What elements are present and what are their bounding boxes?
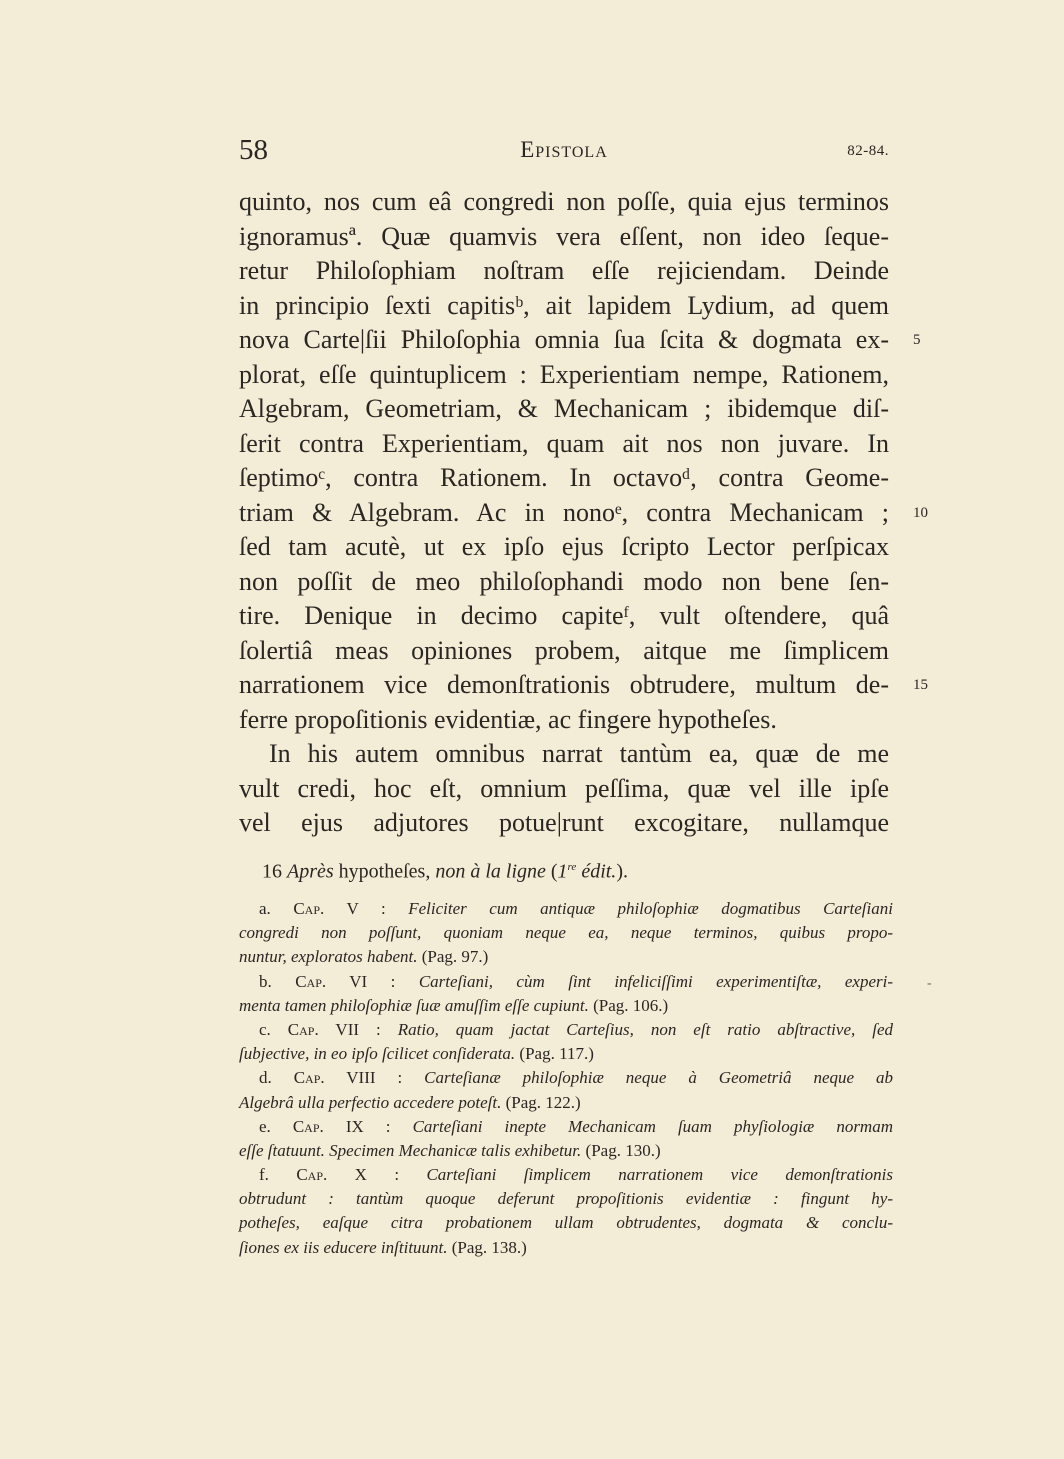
text-line: ſeptimoᶜ, contra Rationem. In octavoᵈ, contra Geome-	[239, 463, 889, 492]
text-line: plorat, eſſe quintuplicem : Experientiam nempe, Rationem,	[239, 359, 889, 389]
footnote-text: ſubjective, in eo ipſo ſcilicet conſiderata.	[239, 1044, 516, 1064]
text-line: ferre propoſitionis evidentiæ, ac fingere hypotheſes.	[239, 704, 777, 734]
footnote-line	[239, 1115, 893, 1139]
footnote-line	[239, 921, 893, 945]
footnote-line	[239, 1066, 893, 1090]
footnote-text: nuntur, exploratos habent.	[239, 947, 418, 967]
footnote-line	[239, 970, 893, 994]
page-header	[239, 133, 889, 167]
footnote-line	[239, 1042, 893, 1066]
text-line-content: nova Carte|ſii Philoſophia omnia ſua ſcita & dogmata ex-	[239, 325, 889, 354]
stray-ink-mark: -	[927, 976, 932, 991]
footnote-page-ref: (Pag. 97.)	[421, 947, 489, 967]
variant-note	[262, 853, 902, 886]
footnotes	[239, 897, 893, 1260]
footnote-text: Carteſiani ſimplicem narrationem vice demonſtrationis	[426, 1165, 894, 1185]
article-range: 82-84.	[847, 143, 889, 159]
variant-reading: non à la ligne	[435, 860, 546, 883]
footnote-marker: c.	[259, 1019, 271, 1039]
text-line	[239, 323, 921, 358]
footnote-chapter: Cap. VI :	[295, 971, 396, 991]
footnote-text: eſſe ſtatuunt. Specimen Mechanicæ talis exhibetur.	[239, 1140, 582, 1160]
variant-edition-rest: édit.	[581, 860, 617, 883]
footnote-line	[239, 994, 893, 1018]
footnote-marker: b.	[259, 971, 272, 991]
footnote-line	[239, 897, 893, 921]
footnote-line	[239, 1211, 893, 1235]
footnote-text: Carteſiani inepte Mechanicam ſuam phyſiologiæ normam	[412, 1116, 893, 1136]
running-title: Epistola	[520, 137, 608, 162]
footnote-line	[239, 1236, 893, 1260]
footnote-chapter: Cap. V :	[293, 899, 386, 918]
variant-edition-close: ).	[616, 860, 628, 883]
footnote-line	[239, 1018, 893, 1042]
footnote-chapter: Cap. VIII :	[293, 1068, 403, 1088]
text-line: in principio ſexti capitisᵇ, ait lapidem Lydium, ad quem	[239, 290, 889, 320]
footnote-text: ſiones ex iis educere inſtituunt.	[239, 1237, 448, 1257]
footnote-page-ref: (Pag. 117.)	[519, 1044, 594, 1064]
text-line: non poſſit de meo philoſophandi modo non bene ſen-	[239, 566, 889, 596]
footnote-marker: a.	[259, 899, 271, 918]
footnote-text: congredi non poſſunt, quoniam neque ea, neque terminos, quibus propo-	[239, 923, 893, 943]
footnote-page-ref: (Pag. 106.)	[593, 995, 669, 1015]
footnote-text: Algebrâ ulla perfectio accedere poteſt.	[239, 1092, 502, 1112]
variant-edition-open: (	[550, 860, 558, 883]
footnote-line	[239, 1187, 893, 1211]
text-line: quinto, nos cum eâ congredi non poſſe, quia ejus terminos	[239, 187, 889, 216]
footnote-text: potheſes, eaſque citra probationem ullam obtrudentes, dogmata & conclu-	[239, 1213, 893, 1233]
line-number: 5	[913, 332, 921, 348]
variant-lemma: Après	[287, 860, 334, 883]
text-line: retur Philoſophiam noſtram eſſe rejiciendam. Deinde	[239, 256, 889, 285]
text-line	[239, 496, 928, 531]
footnote-chapter: Cap. VII :	[287, 1019, 381, 1039]
text-line: ſolertiâ meas opiniones probem, aitque me ſimplicem	[239, 635, 889, 665]
text-line: ignoramusª. Quæ quamvis vera eſſent, non ideo ſeque-	[239, 221, 889, 251]
page-number: 58	[239, 134, 268, 166]
text-line: Algebram, Geometriam, & Mechanicam ; ibidemque diſ-	[239, 394, 889, 423]
variant-edition-num: 1	[557, 860, 568, 883]
footnote-chapter: Cap. X :	[296, 1165, 400, 1185]
footnote-text: Carteſianæ philoſophiæ neque à Geometriâ neque ab	[424, 1068, 893, 1088]
footnote-page-ref: (Pag. 138.)	[451, 1237, 527, 1257]
footnote-text: Ratio, quam jactat Carteſius, non eſt ratio abſtractive, ſed	[397, 1019, 894, 1039]
footnote-text: Feliciter cum antiquæ philoſophiæ dogmatibus Carteſiani	[408, 899, 893, 918]
text-line: ſed tam acutè, ut ex ipſo ejus ſcripto Lector perſpicax	[239, 532, 889, 561]
line-number: 10	[913, 504, 928, 521]
text-line-content: narrationem vice demonſtrationis obtrudere, multum de-	[239, 670, 889, 699]
text-line: vult credi, hoc eſt, omnium peſſima, quæ vel ille ipſe	[239, 773, 889, 803]
footnote-text: menta tamen philoſophiæ ſuæ amuſſim eſſe cupiunt.	[239, 995, 589, 1015]
text-line: In his autem omnibus narrat tantùm ea, quæ de me	[269, 739, 889, 768]
variant-edition-sup: re	[567, 861, 577, 873]
footnote-line	[239, 1163, 893, 1187]
footnote-page-ref: (Pag. 130.)	[585, 1140, 661, 1160]
text-line	[239, 668, 928, 703]
footnote-marker: e.	[259, 1116, 271, 1136]
main-text	[239, 185, 928, 841]
footnote-line	[239, 945, 893, 969]
text-line: tire. Denique in decimo capiteᶠ, vult oſtendere, quâ	[239, 601, 889, 630]
footnote-line	[239, 1139, 893, 1163]
footnote-marker: f.	[259, 1165, 269, 1185]
variant-line-number: 16	[262, 860, 282, 883]
text-line-content: triam & Algebram. Ac in nonoᵉ, contra Mechanicam ;	[239, 497, 889, 527]
footnote-line	[239, 1091, 893, 1115]
footnote-page-ref: (Pag. 122.)	[505, 1092, 581, 1112]
footnote-chapter: Cap. IX :	[292, 1116, 391, 1136]
text-line: vel ejus adjutores potue|runt excogitare, nullamque	[239, 808, 889, 837]
footnote-text: Carteſiani, cùm ſint infeliciſſimi experimentiſtæ, experi-	[418, 971, 893, 991]
footnote-marker: d.	[259, 1068, 272, 1088]
line-number: 15	[913, 677, 928, 693]
variant-word: hypotheſes,	[338, 860, 431, 883]
text-line: ſerit contra Experientiam, quam ait nos non juvare. In	[239, 428, 889, 458]
footnote-text: obtrudunt : tantùm quoque deferunt propoſitionis evidentiæ : fingunt hy-	[239, 1189, 893, 1209]
